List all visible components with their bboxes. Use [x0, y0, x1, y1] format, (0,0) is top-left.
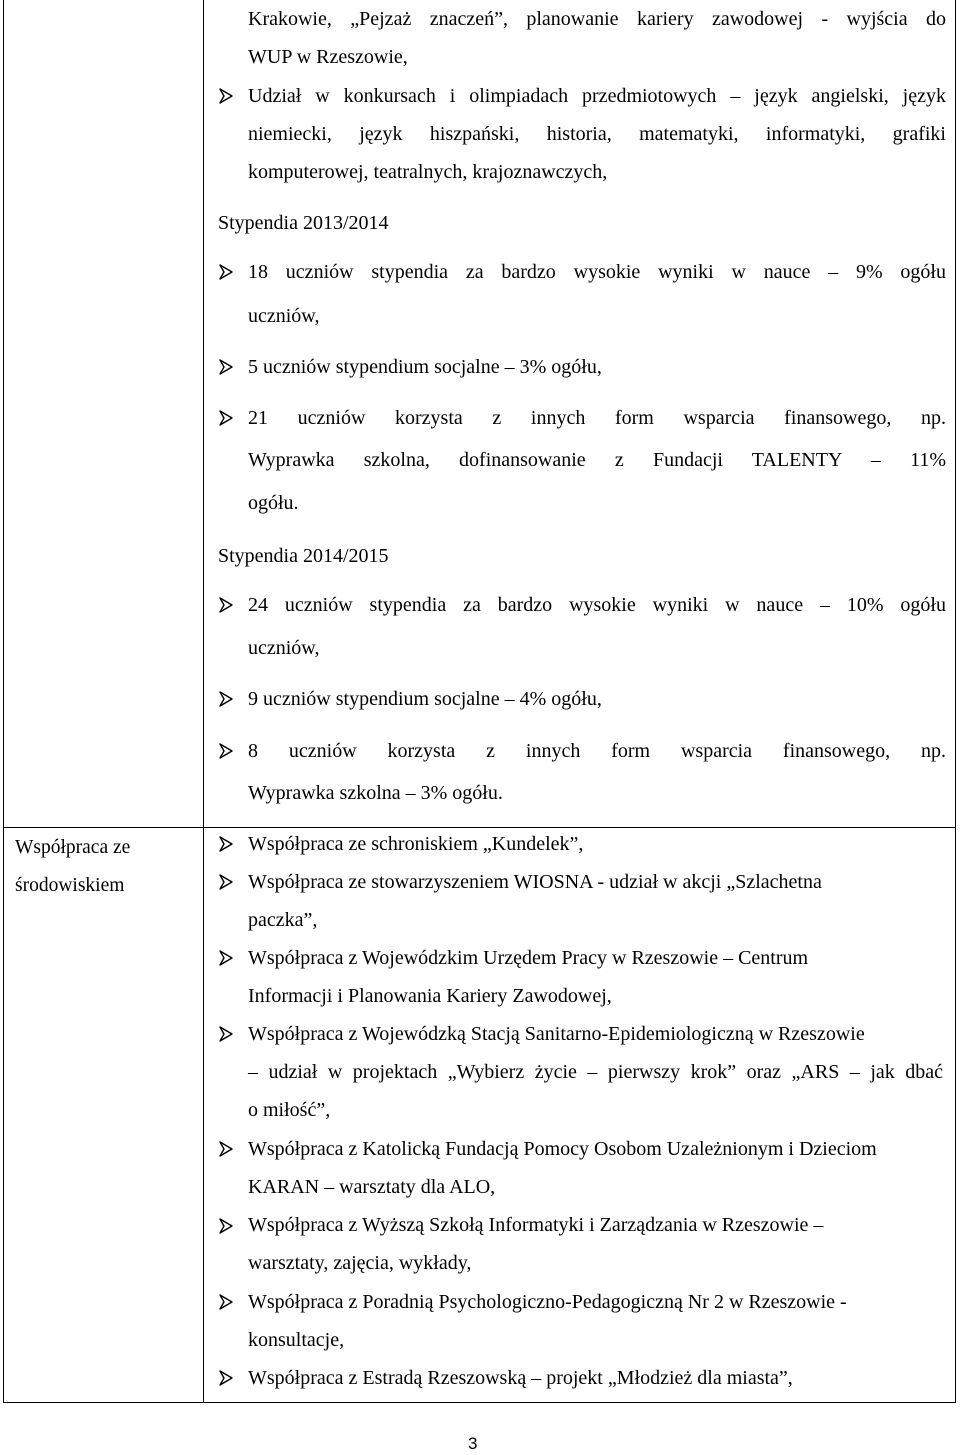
- text-line: konsultacje,: [248, 1329, 345, 1351]
- section-heading: Stypendia 2013/2014: [218, 212, 389, 234]
- arrow-bullet-icon: [219, 359, 233, 375]
- text-line: Współpraca ze stowarzyszeniem WIOSNA - udział w akcji „Szlachetna: [248, 871, 822, 893]
- arrow-bullet-icon: [219, 950, 233, 966]
- arrow-bullet-icon: [219, 836, 233, 852]
- arrow-bullet-icon: [219, 874, 233, 890]
- text-line: o miłość”,: [248, 1099, 331, 1121]
- arrow-bullet-icon: [219, 597, 233, 613]
- text-line: 5 uczniów stypendium socjalne – 3% ogółu,: [248, 356, 602, 378]
- arrow-bullet-icon: [219, 1026, 233, 1042]
- arrow-bullet-icon: [219, 1218, 233, 1234]
- arrow-bullet-icon: [219, 88, 233, 104]
- page-number: 3: [468, 1434, 478, 1453]
- text-line: Współpraca z Wojewódzkim Urzędem Pracy w Rzeszowie – Centrum: [248, 947, 809, 969]
- text-line: ogółu.: [248, 492, 299, 514]
- arrow-bullet-icon: [219, 743, 233, 759]
- arrow-bullet-icon: [219, 1370, 233, 1386]
- arrow-bullet-icon: [219, 1294, 233, 1310]
- text-line: 8 uczniów korzysta z innych form wsparcia finansowego, np.: [248, 740, 946, 762]
- text-line: Udział w konkursach i olimpiadach przedmiotowych – język angielski, język: [248, 85, 946, 107]
- arrow-bullet-icon: [219, 264, 233, 280]
- text-line: Współpraca ze schroniskiem „Kundelek”,: [248, 833, 584, 855]
- text-line: 24 uczniów stypendia za bardzo wysokie wyniki w nauce – 10% ogółu: [248, 594, 946, 616]
- text-line: WUP w Rzeszowie,: [248, 46, 408, 68]
- text-line: – udział w projektach „Wybierz życie – pierwszy krok” oraz „ARS – jak dbać: [248, 1061, 943, 1083]
- arrow-bullet-icon: [219, 691, 233, 707]
- text-line: uczniów,: [248, 305, 320, 327]
- text-line: Krakowie, „Pejzaż znaczeń”, planowanie kariery zawodowej - wyjścia do: [248, 8, 946, 30]
- text-line: 9 uczniów stypendium socjalne – 4% ogółu,: [248, 688, 602, 710]
- text-line: Współpraca z Wyższą Szkołą Informatyki i Zarządzania w Rzeszowie –: [248, 1214, 824, 1236]
- column-divider: [203, 0, 204, 1402]
- text-line: Informacji i Planowania Kariery Zawodowej,: [248, 985, 612, 1007]
- text-line: 18 uczniów stypendia za bardzo wysokie wyniki w nauce – 9% ogółu: [248, 261, 946, 283]
- left-cell-line: środowiskiem: [15, 875, 125, 896]
- text-line: Współpraca z Estradą Rzeszowską – projekt „Młodzież dla miasta”,: [248, 1367, 793, 1389]
- text-line: paczka”,: [248, 909, 318, 931]
- section-heading: Stypendia 2014/2015: [218, 545, 389, 567]
- text-line: komputerowej, teatralnych, krajoznawczych,: [248, 161, 608, 183]
- arrow-bullet-icon: [219, 1141, 233, 1157]
- text-line: warsztaty, zajęcia, wykłady,: [248, 1252, 472, 1274]
- text-line: Współpraca z Katolicką Fundacją Pomocy Osobom Uzależnionym i Dzieciom: [248, 1138, 877, 1160]
- text-line: KARAN – warsztaty dla ALO,: [248, 1176, 496, 1198]
- left-cell-label: [15, 829, 195, 905]
- text-line: Współpraca z Wojewódzką Stacją Sanitarno-Epidemiologiczną w Rzeszowie: [248, 1023, 865, 1045]
- arrow-bullet-icon: [219, 410, 233, 426]
- text-line: uczniów,: [248, 637, 320, 659]
- text-line: 21 uczniów korzysta z innych form wsparcia finansowego, np.: [248, 407, 946, 429]
- text-line: Wyprawka szkolna – 3% ogółu.: [248, 782, 503, 804]
- text-line: Wyprawka szkolna, dofinansowanie z Fundacji TALENTY – 11%: [248, 449, 946, 471]
- text-line: niemiecki, język hiszpański, historia, matematyki, informatyki, grafiki: [248, 123, 946, 145]
- text-line: Współpraca z Poradnią Psychologiczno-Pedagogiczną Nr 2 w Rzeszowie -: [248, 1291, 847, 1313]
- left-cell-line: Współpraca ze: [15, 837, 131, 858]
- row-divider: [4, 827, 955, 828]
